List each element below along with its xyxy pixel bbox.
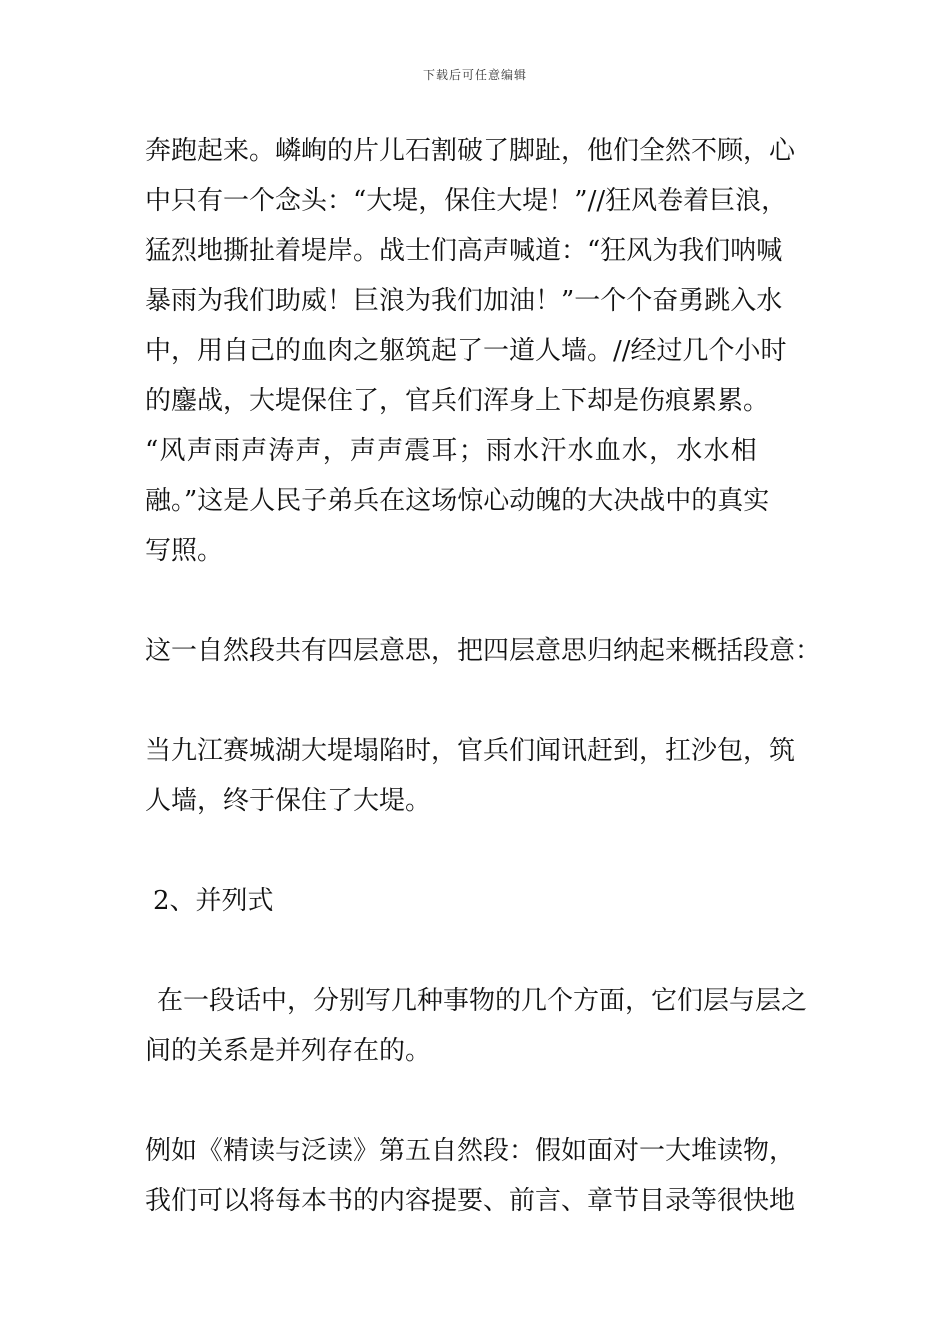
text-line: 奔跑起来。嶙峋的片儿石割破了脚趾，他们全然不顾，心	[145, 136, 796, 166]
page-header: 下载后可任意编辑	[422, 68, 527, 82]
text-line: “风声雨声涛声，声声震耳；雨水汗水血水，水水相	[145, 436, 758, 466]
paragraph-gap	[145, 676, 835, 726]
text-line: 人墙，终于保住了大堤。	[145, 786, 432, 816]
text-line: 在一段话中，分别写几种事物的几个方面，它们层与层之	[157, 986, 808, 1016]
paragraph-gap	[145, 826, 835, 876]
text-line: 例如《精读与泛读》第五自然段：假如面对一大堆读物，	[145, 1136, 796, 1166]
text-line: 我们可以将每本书的内容提要、前言、章节目录等很快地	[145, 1186, 796, 1216]
text-line: 融。”这是人民子弟兵在这场惊心动魄的大决战中的真实	[145, 486, 770, 516]
text-line: 暴雨为我们助威！巨浪为我们加油！”一个个奋勇跳入水	[145, 286, 783, 316]
paragraph-gap	[145, 926, 835, 976]
text-line: 的鏖战，大堤保住了，官兵们浑身上下却是伤痕累累。	[145, 386, 770, 416]
section-heading: 2、并列式	[153, 886, 274, 916]
paragraph-gap	[145, 1076, 835, 1126]
document-body	[145, 126, 835, 1226]
paragraph-gap	[145, 576, 835, 626]
text-line: 写照。	[145, 536, 224, 566]
text-line: 这一自然段共有四层意思，把四层意思归纳起来概括段意：	[145, 636, 822, 666]
text-line: 中只有一个念头：“大堤，保住大堤！”//狂风卷着巨浪，	[145, 186, 788, 216]
text-line: 当九江赛城湖大堤塌陷时，官兵们闻讯赶到，扛沙包，筑	[145, 736, 796, 766]
text-line: 中，用自己的血肉之躯筑起了一道人墙。//经过几个小时	[145, 336, 787, 366]
text-line: 间的关系是并列存在的。	[145, 1036, 432, 1066]
text-line: 猛烈地撕扯着堤岸。战士们高声喊道：“狂风为我们呐喊	[145, 236, 783, 266]
